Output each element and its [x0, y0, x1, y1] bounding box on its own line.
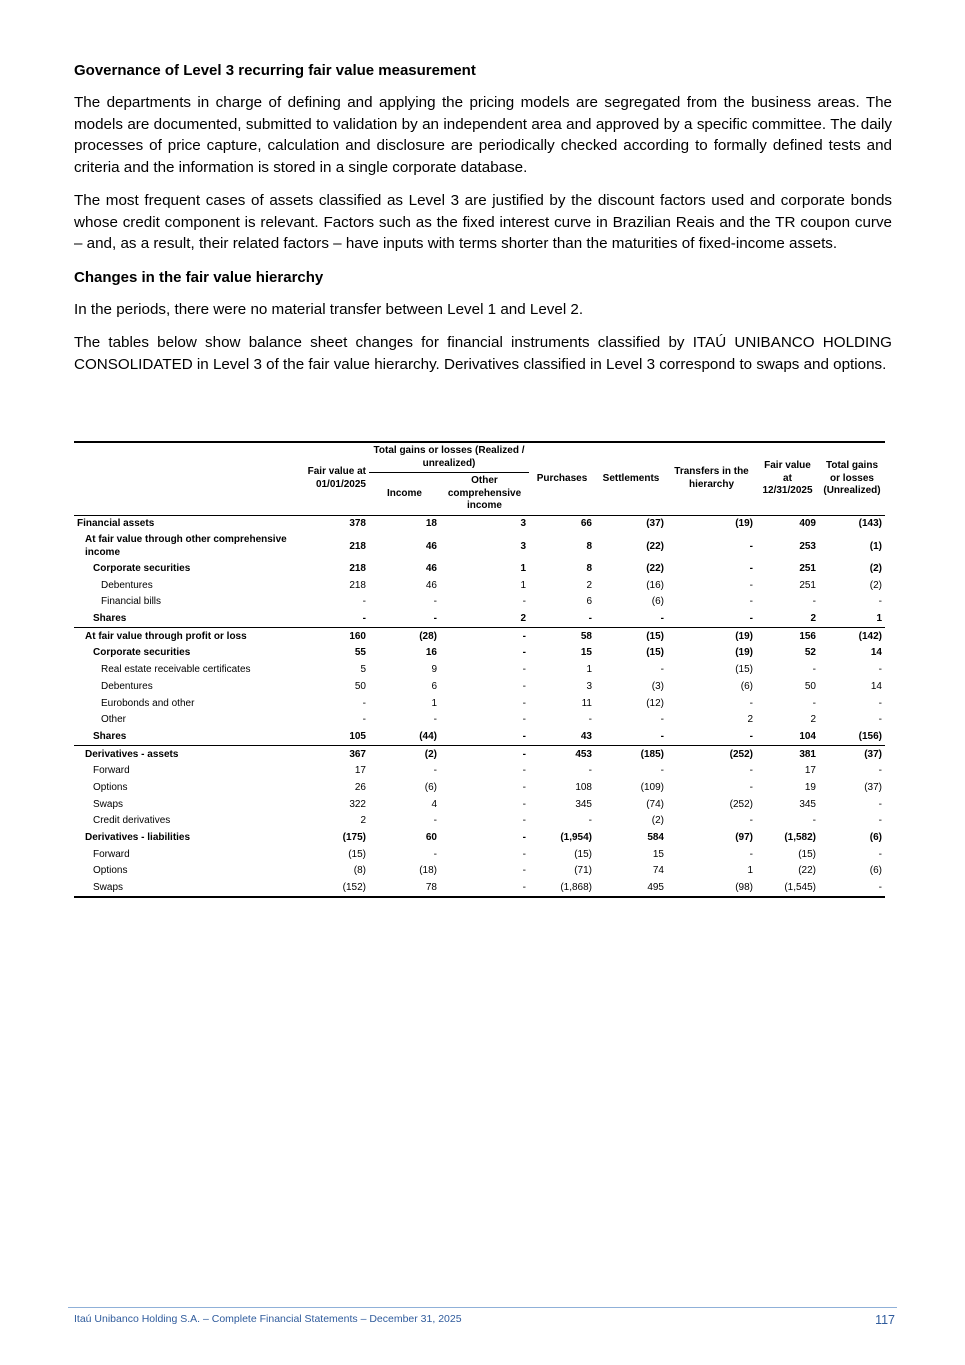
table-cell: 5 — [360, 664, 366, 676]
table-row — [74, 863, 885, 880]
table-cell: - — [749, 697, 753, 709]
table-cell: - — [522, 596, 526, 608]
table-cell: (6) — [740, 680, 753, 692]
table-cell: (12) — [646, 697, 664, 709]
document-body — [74, 60, 892, 387]
table-row — [74, 846, 885, 863]
row-label: Forward — [93, 848, 130, 860]
table-cell: (6) — [651, 596, 664, 608]
table-row — [74, 532, 885, 560]
table-cell: - — [522, 730, 526, 742]
table-cell: (156) — [858, 730, 882, 742]
table-cell: (37) — [864, 781, 882, 793]
row-label: At fair value through other comprehensive income — [85, 534, 287, 559]
table-cell: - — [522, 781, 526, 793]
table-cell: 1 — [431, 697, 437, 709]
table-cell: (8) — [353, 865, 366, 877]
table-cell: - — [362, 714, 366, 726]
table-cell: - — [812, 596, 816, 608]
table-cell: 2 — [810, 714, 816, 726]
table-cell: - — [819, 879, 885, 897]
table-cell: 2 — [520, 613, 526, 625]
row-label: Other — [101, 714, 127, 726]
table-cell: - — [878, 765, 882, 777]
table-cell: - — [749, 848, 753, 860]
table-cell: (6) — [869, 832, 882, 844]
table-cell: - — [433, 815, 437, 827]
row-label: Corporate securities — [93, 563, 191, 575]
table-cell: - — [878, 848, 882, 860]
table-cell: 1 — [747, 865, 753, 877]
table-row — [74, 779, 885, 796]
table-cell: 60 — [425, 832, 437, 844]
table-cell: (15) — [595, 627, 667, 644]
table-cell: (152) — [295, 879, 369, 897]
table-cell: (74) — [646, 798, 664, 810]
table-cell: 52 — [804, 647, 816, 659]
paragraph-level3-cases: The most frequent cases of assets classified as Level 3 are justified by the discount factors used and corporate bonds whose credit component is relevant. Factors such as the fixed interest curve in Brazilian Reais and the TR coupon curve – and, as a result, their related factors – have inputs with terms shorter than the maturities of fixed-income assets. — [74, 192, 892, 252]
table-cell: 2 — [586, 579, 592, 591]
header-unrealized: Total gains or losses (Unrealized) — [819, 442, 885, 515]
table-cell: - — [749, 781, 753, 793]
header-income: Income — [369, 473, 440, 516]
table-cell: (1,582) — [784, 832, 816, 844]
row-label: Derivatives - assets — [74, 745, 295, 762]
table-cell: (185) — [595, 745, 667, 762]
table-cell: 1 — [520, 563, 526, 575]
header-other-comprehensive-income: Other comprehensive income — [440, 473, 529, 516]
table-cell: 43 — [580, 730, 592, 742]
table-row — [74, 745, 885, 762]
table-cell: (15) — [646, 647, 664, 659]
table-cell: - — [440, 879, 529, 897]
table-cell: 46 — [425, 563, 437, 575]
header-purchases: Purchases — [529, 442, 595, 515]
table-cell: (15) — [798, 848, 816, 860]
table-cell: - — [433, 596, 437, 608]
header-transfers: Transfers in the hierarchy — [667, 442, 756, 515]
table-cell: - — [433, 613, 437, 625]
table-cell: (2) — [369, 745, 440, 762]
table-cell: - — [660, 714, 664, 726]
table-row — [74, 560, 885, 577]
table-cell: (19) — [667, 515, 756, 532]
table-cell: 50 — [354, 680, 366, 692]
table-cell: (22) — [798, 865, 816, 877]
table-cell: 74 — [652, 865, 664, 877]
table-cell: 8 — [586, 563, 592, 575]
table-cell: 218 — [349, 540, 366, 552]
table-cell: - — [522, 647, 526, 659]
table-cell: - — [749, 540, 753, 552]
table-cell: (252) — [729, 798, 753, 810]
table-cell: (37) — [819, 745, 885, 762]
table-cell: (98) — [667, 879, 756, 897]
table-cell: (2) — [651, 815, 664, 827]
section-heading-governance: Governance of Level 3 recurring fair value measurement — [74, 62, 476, 79]
table-cell: 2 — [360, 815, 366, 827]
table-cell: - — [440, 745, 529, 762]
table-cell: (1,545) — [756, 879, 819, 897]
table-cell: - — [522, 680, 526, 692]
table-cell: 50 — [804, 680, 816, 692]
table-cell: 1 — [520, 579, 526, 591]
table-row — [74, 762, 885, 779]
table-cell: (252) — [667, 745, 756, 762]
row-label: Swaps — [74, 879, 295, 897]
table-cell: 17 — [804, 765, 816, 777]
table-row — [74, 594, 885, 611]
table-cell: (15) — [348, 848, 366, 860]
header-blank — [74, 442, 295, 515]
table-cell: 381 — [756, 745, 819, 762]
table-cell: - — [588, 765, 592, 777]
table-cell: (143) — [819, 515, 885, 532]
table-cell: - — [433, 714, 437, 726]
table-cell: - — [522, 832, 526, 844]
table-cell: - — [440, 627, 529, 644]
header-gains-group: Total gains or losses (Realized / unrealized) — [369, 442, 529, 473]
table-cell: 105 — [349, 730, 366, 742]
table-cell: 322 — [349, 798, 366, 810]
footer-divider — [68, 1307, 897, 1308]
table-cell: - — [433, 848, 437, 860]
table-cell: - — [749, 815, 753, 827]
table-cell: - — [660, 765, 664, 777]
table-cell: - — [362, 613, 366, 625]
table-cell: 15 — [652, 848, 664, 860]
row-label: Forward — [93, 765, 130, 777]
table-cell: 46 — [425, 540, 437, 552]
table-row — [74, 627, 885, 644]
section-heading-changes: Changes in the fair value hierarchy — [74, 268, 324, 286]
table-cell: - — [812, 697, 816, 709]
table-cell: (28) — [369, 627, 440, 644]
table-cell: - — [522, 697, 526, 709]
table-cell: - — [749, 579, 753, 591]
table-cell: 345 — [799, 798, 816, 810]
table-cell: - — [362, 596, 366, 608]
table-cell: 1 — [586, 664, 592, 676]
row-label: Derivatives - liabilities — [85, 832, 191, 844]
table-row — [74, 879, 885, 897]
table-cell: 160 — [295, 627, 369, 644]
table-cell: (142) — [819, 627, 885, 644]
table-cell: 3 — [520, 540, 526, 552]
table-cell: 55 — [354, 647, 366, 659]
table-cell: 58 — [529, 627, 595, 644]
table-cell: 46 — [425, 579, 437, 591]
table-cell: 4 — [431, 798, 437, 810]
table-cell: (19) — [735, 647, 753, 659]
row-label: Options — [93, 865, 128, 877]
table-cell: - — [522, 865, 526, 877]
table-cell: 378 — [295, 515, 369, 532]
page-number: 117 — [875, 1313, 895, 1327]
table-cell: 9 — [431, 664, 437, 676]
row-label: Debentures — [101, 680, 153, 692]
row-label: Financial bills — [101, 596, 162, 608]
table-cell: 3 — [440, 515, 529, 532]
paragraph-no-transfers: In the periods, there were no material transfer between Level 1 and Level 2. — [74, 300, 584, 318]
table-cell: 17 — [354, 765, 366, 777]
row-label: Swaps — [93, 798, 124, 810]
table-cell: (1) — [869, 540, 882, 552]
header-settlements: Settlements — [595, 442, 667, 515]
row-label: Financial assets — [74, 515, 295, 532]
table-cell: - — [362, 697, 366, 709]
table-cell: - — [749, 613, 753, 625]
table-cell: (15) — [735, 664, 753, 676]
table-row — [74, 678, 885, 695]
table-cell: (109) — [640, 781, 664, 793]
table-cell: 251 — [799, 579, 816, 591]
table-row — [74, 645, 885, 662]
table-cell: - — [588, 714, 592, 726]
footer-text: Itaú Unibanco Holding S.A. – Complete Financial Statements – December 31, 2025 — [74, 1313, 462, 1325]
table-cell: 6 — [431, 680, 437, 692]
table-cell: 253 — [799, 540, 816, 552]
table-cell: - — [433, 765, 437, 777]
table-cell: (22) — [646, 540, 664, 552]
header-fair-value-end: Fair value at 12/31/2025 — [756, 442, 819, 515]
table-row — [74, 711, 885, 728]
table-cell: (2) — [869, 563, 882, 575]
table-cell: 3 — [586, 680, 592, 692]
table-cell: - — [522, 848, 526, 860]
table-cell: - — [522, 815, 526, 827]
table-cell: - — [522, 714, 526, 726]
table-cell: - — [588, 613, 592, 625]
paragraph-pricing-models: The departments in charge of defining and applying the pricing models are segregated from the business areas. The models are documented, submitted to validation by an independent area and approved by a specific committee. The daily processes of price capture, calculation and disclosure are periodically checked according to formally defined tests and criteria and the information is stored in a single corporate database. — [74, 94, 892, 176]
table-cell: 14 — [870, 647, 882, 659]
table-cell: 409 — [756, 515, 819, 532]
table-cell: (175) — [342, 832, 366, 844]
table-cell: - — [878, 815, 882, 827]
table-cell: (1,868) — [529, 879, 595, 897]
table-cell: (2) — [869, 579, 882, 591]
table-cell: - — [878, 664, 882, 676]
table-cell: 453 — [529, 745, 595, 762]
row-label: Corporate securities — [93, 647, 191, 659]
table-cell: - — [812, 664, 816, 676]
table-cell: 367 — [295, 745, 369, 762]
table-cell: (19) — [667, 627, 756, 644]
table-cell: - — [878, 798, 882, 810]
table-cell: 66 — [529, 515, 595, 532]
table-row — [74, 813, 885, 830]
table-cell: - — [878, 697, 882, 709]
row-label: Shares — [93, 613, 127, 625]
row-label: Debentures — [101, 579, 153, 591]
table-cell: - — [749, 765, 753, 777]
row-label: Eurobonds and other — [101, 697, 195, 709]
table-cell: 2 — [747, 714, 753, 726]
table-cell: - — [749, 730, 753, 742]
table-cell: (16) — [646, 579, 664, 591]
table-cell: 14 — [870, 680, 882, 692]
table-cell: 15 — [580, 647, 592, 659]
table-cell: (18) — [419, 865, 437, 877]
table-cell: - — [878, 596, 882, 608]
table-cell: - — [878, 714, 882, 726]
table-cell: 104 — [799, 730, 816, 742]
paragraph-tables-intro: The tables below show balance sheet changes for financial instruments classified by ITAÚ UNIBANCO HOLDING CONSOLIDATED in Level 3 of the fair value hierarchy. Derivatives classified in Level 3 correspond to swaps and options. — [74, 334, 892, 373]
table-row — [74, 610, 885, 627]
row-label: Options — [93, 781, 128, 793]
table-cell: - — [522, 798, 526, 810]
table-row — [74, 695, 885, 712]
row-label: At fair value through profit or loss — [74, 627, 295, 644]
table-cell: 16 — [425, 647, 437, 659]
table-cell: 218 — [349, 579, 366, 591]
table-cell: (6) — [424, 781, 437, 793]
table-cell: (1,954) — [560, 832, 592, 844]
table-cell: 19 — [804, 781, 816, 793]
table-cell: (37) — [595, 515, 667, 532]
level3-changes-table — [74, 441, 885, 898]
table-cell: 11 — [581, 697, 592, 709]
table-cell: 108 — [575, 781, 592, 793]
row-label: Credit derivatives — [93, 815, 171, 827]
table-row — [74, 577, 885, 594]
table-cell: (44) — [419, 730, 437, 742]
table-cell: - — [660, 664, 664, 676]
table-row — [74, 661, 885, 678]
table-cell: 6 — [586, 596, 592, 608]
table-cell: - — [522, 664, 526, 676]
table-cell: (22) — [646, 563, 664, 575]
row-label: Shares — [93, 730, 127, 742]
table-cell: - — [812, 815, 816, 827]
table-cell: 156 — [756, 627, 819, 644]
table-cell: 584 — [647, 832, 664, 844]
table-cell: 1 — [876, 613, 882, 625]
table-cell: - — [588, 815, 592, 827]
table-cell: (6) — [869, 865, 882, 877]
table-cell: 26 — [354, 781, 366, 793]
table-cell: - — [660, 730, 664, 742]
table-cell: 345 — [575, 798, 592, 810]
table-cell: (3) — [651, 680, 664, 692]
table-cell: 495 — [595, 879, 667, 897]
table-row — [74, 796, 885, 813]
table-cell: 251 — [799, 563, 816, 575]
header-fair-value-start: Fair value at 01/01/2025 — [295, 442, 369, 515]
table-cell: 2 — [810, 613, 816, 625]
table-cell: - — [660, 613, 664, 625]
table-row — [74, 829, 885, 846]
table-cell: - — [749, 596, 753, 608]
table-row — [74, 515, 885, 532]
table-cell: (97) — [735, 832, 753, 844]
table-cell: - — [522, 765, 526, 777]
table-cell: - — [749, 563, 753, 575]
table-cell: 78 — [369, 879, 440, 897]
table-cell: (71) — [574, 865, 592, 877]
row-label: Real estate receivable certificates — [101, 664, 251, 676]
table-row — [74, 728, 885, 745]
table-cell: 218 — [349, 563, 366, 575]
table-cell: 8 — [586, 540, 592, 552]
table-cell: (15) — [574, 848, 592, 860]
table-cell: 18 — [369, 515, 440, 532]
